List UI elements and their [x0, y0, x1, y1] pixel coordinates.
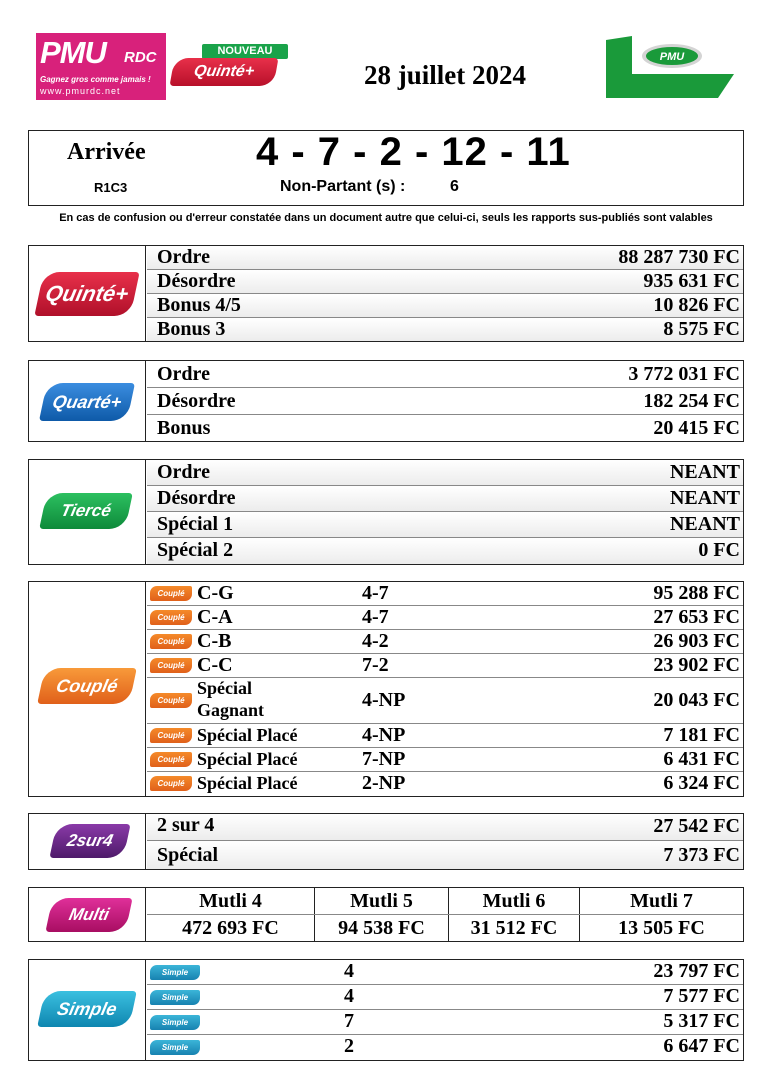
table-row [147, 388, 743, 415]
pmu-rdc-logo [36, 33, 166, 100]
row-combo: 7-NP [362, 748, 406, 770]
row-label: Bonus 3 [157, 318, 226, 340]
quinte-logo-cell [29, 246, 146, 341]
row-value: 5 317 FC [663, 1010, 740, 1032]
simple-logo-cell [29, 960, 146, 1060]
row-label: Spécial Placé [197, 773, 298, 793]
row-value: NEANT [669, 513, 740, 535]
row-combo: 4-2 [362, 630, 389, 652]
pmu-right-logo [606, 36, 734, 98]
multi-value: 472 693 FC [147, 915, 315, 941]
row-value: 20 043 FC [653, 689, 740, 711]
row-combo: 4-7 [362, 582, 389, 604]
row-label: Désordre [157, 270, 236, 292]
arrivee-result: 4 - 7 - 2 - 12 - 11 [256, 130, 571, 174]
couple-mini-icon: Couplé [150, 752, 192, 767]
row-value: 0 FC [698, 539, 740, 561]
table-row [147, 582, 743, 606]
row-value: 27 653 FC [653, 606, 740, 628]
row-value: 6 324 FC [663, 772, 740, 794]
table-row [147, 246, 743, 270]
multi-header: Mutli 7 [630, 890, 693, 912]
simple-mini-icon: Simple [150, 1015, 200, 1030]
couple-mini-icon: Couplé [150, 776, 192, 791]
deux-sur-quatre-logo: 2sur4 [49, 824, 130, 858]
table-row [147, 841, 743, 869]
row-label: Spécial 1 [157, 513, 234, 535]
simple-logo: Simple [37, 991, 137, 1027]
row-value: 7 577 FC [663, 985, 740, 1007]
row-label: C-A [197, 606, 233, 628]
row-label: Bonus [157, 417, 211, 439]
couple-mini-icon: Couplé [150, 728, 192, 743]
row-horse: 2 [344, 1035, 354, 1057]
tierce-logo: Tiercé [39, 493, 133, 529]
nouveau-badge: NOUVEAU [202, 44, 288, 59]
table-row [147, 460, 743, 486]
table-row [147, 678, 743, 724]
table-row [147, 960, 743, 985]
row-value: 27 542 FC [653, 815, 740, 837]
row-combo: 7-2 [362, 654, 389, 676]
quinte-section [28, 245, 744, 342]
couple-section [28, 581, 744, 797]
multi-section [28, 887, 744, 942]
row-horse: 4 [344, 960, 354, 982]
couple-logo: Couplé [37, 668, 137, 704]
row-value: 6 431 FC [663, 748, 740, 770]
row-value: 23 902 FC [653, 654, 740, 676]
row-label: C-G [197, 582, 234, 604]
tierce-section [28, 459, 744, 565]
simple-mini-icon: Simple [150, 965, 200, 980]
table-row [147, 512, 743, 538]
page-date: 28 juillet 2024 [364, 60, 526, 90]
table-row [147, 294, 743, 318]
row-value: 3 772 031 FC [628, 363, 740, 385]
quinte-logo: Quinté+ [34, 272, 139, 316]
row-value: 95 288 FC [653, 582, 740, 604]
pmu-logo-main: PMU [40, 35, 106, 70]
deux-sur-quatre-section [28, 813, 744, 870]
row-label: Spécial [157, 844, 219, 866]
row-horse: 4 [344, 985, 354, 1007]
row-combo: 4-NP [362, 724, 406, 746]
pmu-right-logo-text: PMU [659, 51, 685, 63]
row-value: NEANT [669, 487, 740, 509]
multi-header: Mutli 5 [315, 888, 449, 914]
row-value: 8 575 FC [663, 318, 740, 340]
multi-logo-cell [29, 888, 146, 941]
row-horse: 7 [344, 1010, 354, 1032]
row-label: Ordre [157, 246, 210, 268]
row-combo: 2-NP [362, 772, 406, 794]
non-partant-label: Non-Partant (s) : [280, 178, 406, 195]
row-label-line2: Gagnant [197, 700, 265, 720]
row-value: 10 826 FC [653, 294, 740, 316]
table-row [147, 361, 743, 388]
row-label-line1: Spécial [197, 678, 253, 698]
multi-header-row [147, 888, 743, 915]
row-label: C-B [197, 630, 232, 652]
deux-sur-quatre-logo-cell [29, 814, 146, 869]
pmu-logo-suffix: RDC [124, 49, 157, 66]
row-label: Désordre [157, 390, 236, 412]
multi-value: 94 538 FC [315, 915, 449, 941]
multi-header: Mutli 6 [449, 888, 580, 914]
non-partant-value: 6 [450, 178, 459, 195]
quarte-logo-cell [29, 361, 146, 441]
table-row [147, 486, 743, 512]
table-row [147, 415, 743, 441]
nouveau-product: Quinté+ [170, 58, 279, 86]
row-combo: 4-7 [362, 606, 389, 628]
simple-mini-icon: Simple [150, 1040, 200, 1055]
table-row [147, 748, 743, 772]
simple-section [28, 959, 744, 1061]
table-row [147, 318, 743, 341]
row-label: Bonus 4/5 [157, 294, 241, 316]
row-label: 2 sur 4 [157, 814, 215, 836]
row-value: 26 903 FC [653, 630, 740, 652]
tierce-logo-cell [29, 460, 146, 564]
table-row [147, 630, 743, 654]
row-combo: 4-NP [362, 689, 406, 711]
table-row [147, 1035, 743, 1060]
multi-logo: Multi [45, 898, 132, 932]
pmu-logo-url: www.pmurdc.net [40, 86, 121, 96]
row-label: Ordre [157, 363, 210, 385]
quarte-section [28, 360, 744, 442]
table-row [147, 814, 743, 841]
quarte-logo: Quarté+ [39, 383, 135, 421]
row-value: 20 415 FC [653, 417, 740, 439]
row-value: 23 797 FC [653, 960, 740, 982]
multi-value-row [147, 915, 743, 941]
multi-value: 31 512 FC [449, 915, 580, 941]
row-label: C-C [197, 654, 233, 676]
table-row [147, 724, 743, 748]
row-label: Désordre [157, 487, 236, 509]
table-row [147, 772, 743, 796]
multi-value: 13 505 FC [618, 917, 705, 939]
row-value: 88 287 730 FC [618, 246, 740, 268]
row-value: 7 373 FC [663, 844, 740, 866]
couple-mini-icon: Couplé [150, 610, 192, 625]
table-row [147, 606, 743, 630]
couple-logo-cell [29, 582, 146, 796]
table-row [147, 538, 743, 564]
couple-mini-icon: Couplé [150, 586, 192, 601]
row-label: Spécial 2 [157, 539, 234, 561]
couple-mini-icon: Couplé [150, 658, 192, 673]
nouveau-quinte-logo [172, 44, 290, 90]
row-label: Spécial Placé [197, 749, 298, 769]
row-value: 935 631 FC [643, 270, 740, 292]
arrivee-label: Arrivée [67, 139, 146, 165]
simple-mini-icon: Simple [150, 990, 200, 1005]
row-value: 182 254 FC [643, 390, 740, 412]
row-label: Ordre [157, 461, 210, 483]
disclaimer-notice: En cas de confusion ou d'erreur constatée dans un document autre que celui-ci, seuls les rapports sus-publiés sont valables [59, 212, 713, 224]
race-code: R1C3 [94, 180, 128, 195]
couple-mini-icon: Couplé [150, 634, 192, 649]
table-row [147, 270, 743, 294]
table-row [147, 985, 743, 1010]
couple-mini-icon: Couplé [150, 693, 192, 708]
pmu-logo-tagline: Gagnez gros comme jamais ! [40, 75, 151, 84]
row-value: 7 181 FC [663, 724, 740, 746]
row-value: NEANT [669, 461, 740, 483]
table-row [147, 1010, 743, 1035]
row-label: Spécial Placé [197, 725, 298, 745]
multi-header: Mutli 4 [147, 888, 315, 914]
table-row [147, 654, 743, 678]
row-value: 6 647 FC [663, 1035, 740, 1057]
